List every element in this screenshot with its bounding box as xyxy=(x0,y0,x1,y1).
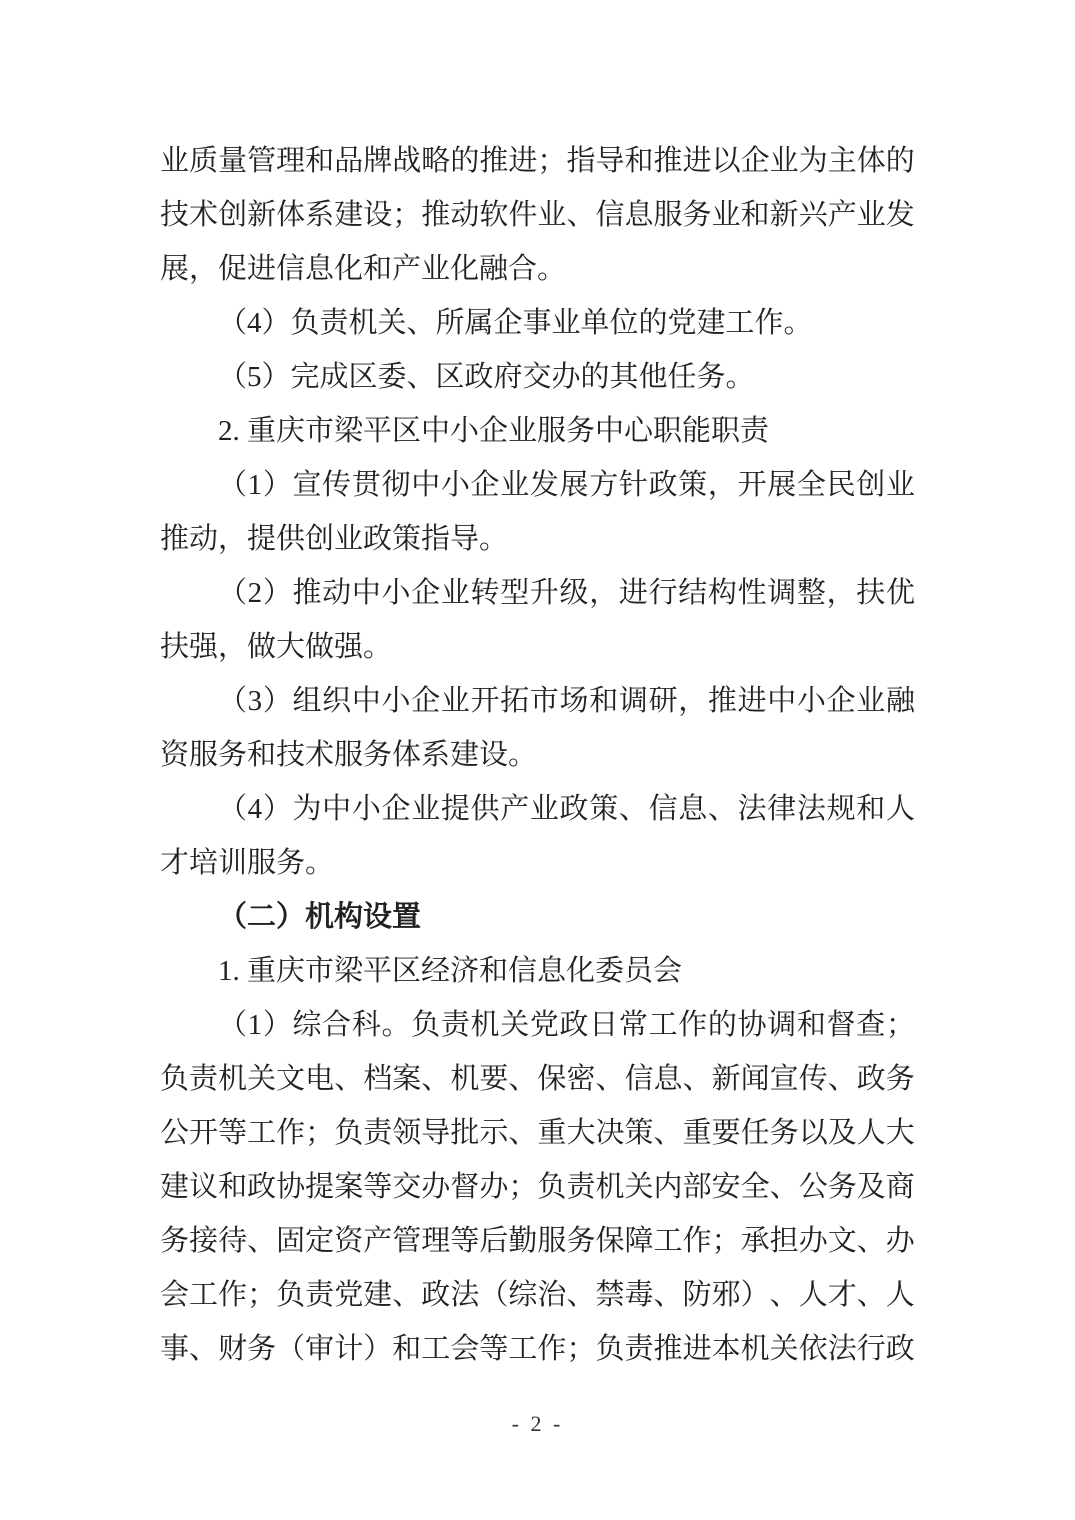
text-line: 公 开 等 工 作 ； 负 责 领 导 批 示 、 重 大 决 策 、 重 要 任 务 以 及 人 大 xyxy=(160,1117,915,1149)
text-line: （ 1 ） 宣 传 贯 彻 中 小 企 业 发 展 方 针 政 策 ， 开 展 全 民 创 业 xyxy=(218,469,915,501)
text-line: 负 责 机 关 文 电 、 档 案 、 机 要 、 保 密 、 信 息 、 新 闻 宣 传 、 政 务 xyxy=(160,1063,915,1095)
document-body xyxy=(160,134,915,1376)
text-line: 事 、 财 务 （ 审 计 ） 和 工 会 等 工 作 ； 负 责 推 进 本 机 关 依 法 行 政 xyxy=(160,1333,915,1365)
text-line: （ 2 ） 推 动 中 小 企 业 转 型 升 级 ， 进 行 结 构 性 调 整 ， 扶 优 xyxy=(218,577,915,609)
text-line: 业 质 量 管 理 和 品 牌 战 略 的 推 进 ； 指 导 和 推 进 以 企 业 为 主 体 的 xyxy=(160,145,915,177)
text-line: 展，促进信息化和产业化融合。 xyxy=(160,253,567,285)
text-line: 建 议 和 政 协 提 案 等 交 办 督 办 ； 负 责 机 关 内 部 安 全 、 公 务 及 商 xyxy=(160,1171,915,1203)
text-line: 会 工 作 ； 负 责 党 建 、 政 法 （ 综 治 、 禁 毒 、 防 邪 ） 、 人 才 、 人 xyxy=(160,1279,915,1311)
text-line: 技 术 创 新 体 系 建 设 ； 推 动 软 件 业 、 信 息 服 务 业 和 新 兴 产 业 发 xyxy=(160,199,915,231)
text-line: （ 3 ） 组 织 中 小 企 业 开 拓 市 场 和 调 研 ， 推 进 中 小 企 业 融 xyxy=(218,685,915,717)
text-line: （二）机构设置 xyxy=(218,901,422,933)
text-line: 推动，提供创业政策指导。 xyxy=(160,523,509,555)
text-line: 1. 重庆市梁平区经济和信息化委员会 xyxy=(218,955,683,987)
text-line: 才培训服务。 xyxy=(160,847,335,879)
text-line: 务 接 待 、 固 定 资 产 管 理 等 后 勤 服 务 保 障 工 作 ； 承 担 办 文 、 办 xyxy=(160,1225,915,1257)
text-line: 2. 重庆市梁平区中小企业服务中心职能职责 xyxy=(218,415,770,447)
text-line: 扶强，做大做强。 xyxy=(160,631,393,663)
text-line: （5）完成区委、区政府交办的其他任务。 xyxy=(218,361,755,393)
text-line: （ 4 ） 为 中 小 企 业 提 供 产 业 政 策 、 信 息 、 法 律 法 规 和 人 xyxy=(218,793,915,825)
page-number: - 2 - xyxy=(511,1411,564,1436)
text-line: （ 1 ） 综 合 科 。 负 责 机 关 党 政 日 常 工 作 的 协 调 和 督 查 ； xyxy=(218,1009,915,1041)
text-line: （4）负责机关、所属企事业单位的党建工作。 xyxy=(218,307,813,339)
text-line: 资服务和技术服务体系建设。 xyxy=(160,739,538,771)
